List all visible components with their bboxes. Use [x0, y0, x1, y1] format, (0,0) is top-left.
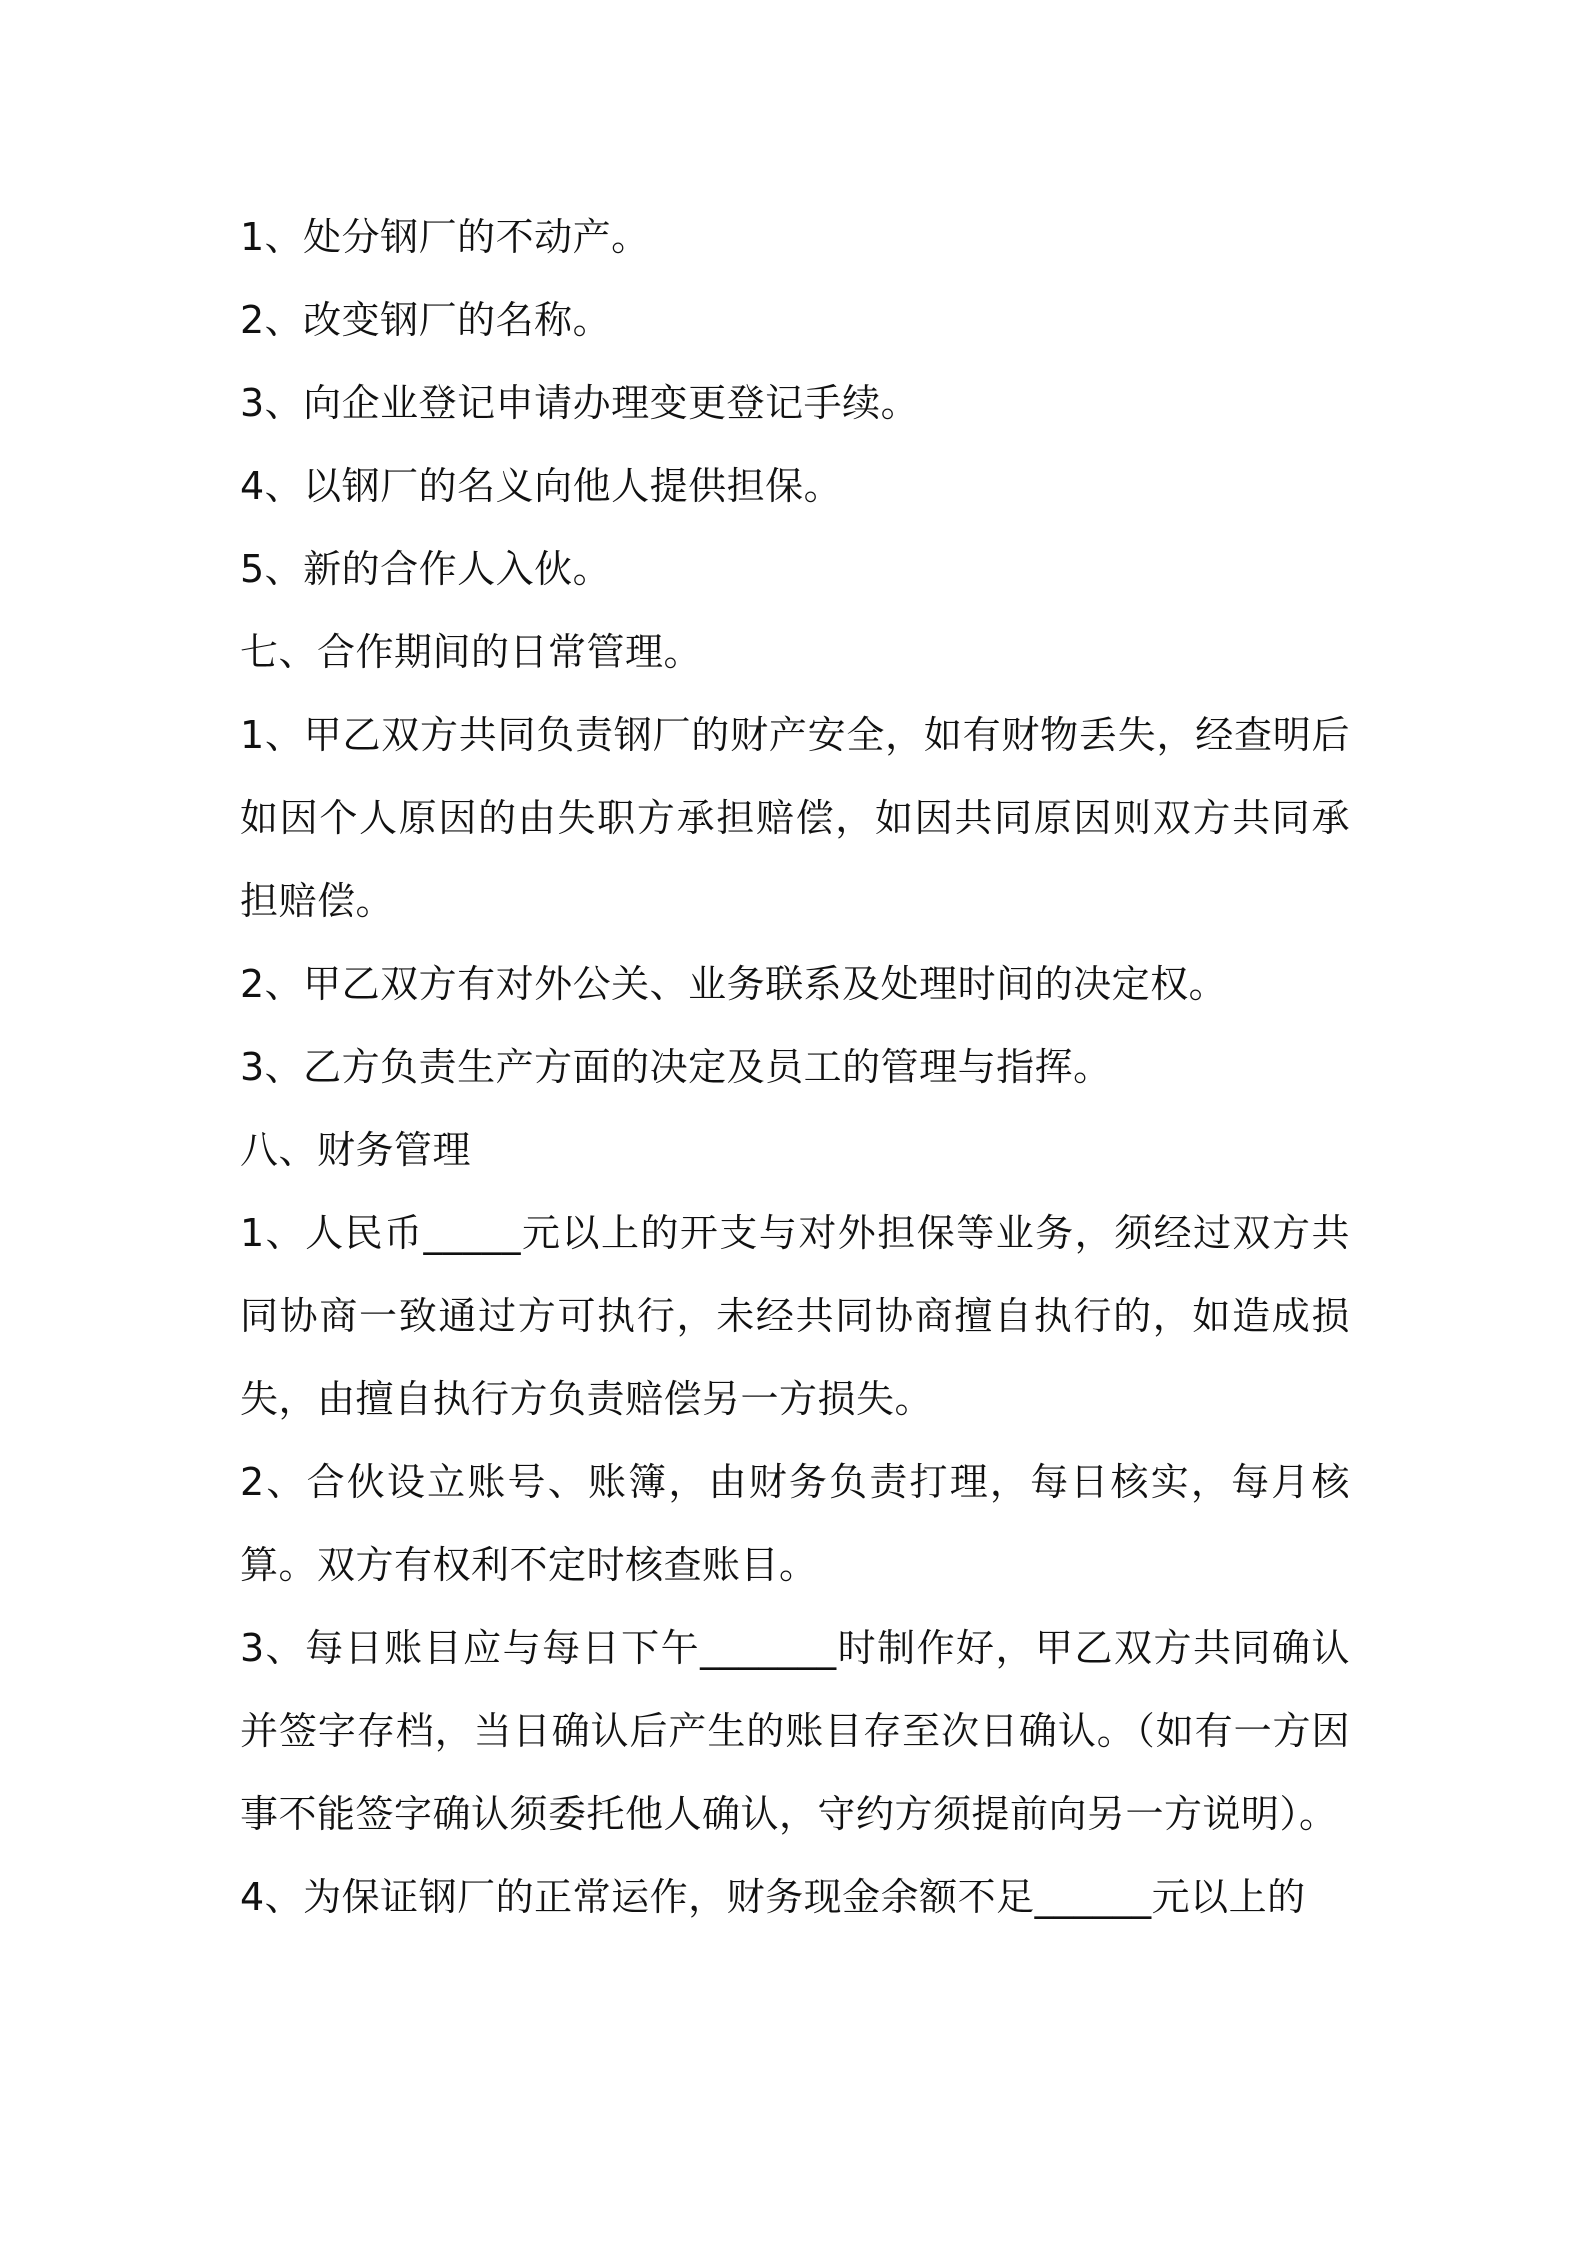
- clause-item: 3、向企业登记申请办理变更登记手续。: [240, 381, 920, 425]
- clause-item: 2、甲乙双方有对外公关、业务联系及处理时间的决定权。: [240, 962, 1228, 1006]
- clause-item: 2、改变钢厂的名称。: [240, 298, 612, 342]
- document-body: [240, 196, 1350, 1939]
- clause-item: 3、乙方负责生产方面的决定及员工的管理与指挥。: [240, 1045, 1112, 1089]
- clause-item: 1、人民币_____元以上的开支与对外担保等业务，须经过双方共同协商一致通过方可执行，未经共同协商擅自执行的，如造成损失，由擅自执行方负责赔偿另一方损失。: [240, 1211, 1350, 1421]
- section-heading: 八、财务管理: [240, 1128, 472, 1172]
- clause-item: 4、为保证钢厂的正常运作，财务现金余额不足______元以上的: [240, 1875, 1306, 1919]
- clause-item: 2、合伙设立账号、账簿，由财务负责打理，每日核实，每月核算。双方有权利不定时核查账目。: [240, 1460, 1350, 1587]
- clause-item: 4、以钢厂的名义向他人提供担保。: [240, 464, 843, 508]
- clause-item: 1、甲乙双方共同负责钢厂的财产安全，如有财物丢失，经查明后如因个人原因的由失职方承担赔偿，如因共同原因则双方共同承担赔偿。: [240, 713, 1350, 923]
- clause-item: 5、新的合作人入伙。: [240, 547, 612, 591]
- clause-item: 3、每日账目应与每日下午_______时制作好，甲乙双方共同确认并签字存档，当日确认后产生的账目存至次日确认。（如有一方因事不能签字确认须委托他人确认，守约方须提前向另一方说明）。: [240, 1626, 1350, 1836]
- clause-item: 1、处分钢厂的不动产。: [240, 215, 650, 259]
- section-heading: 七、合作期间的日常管理。: [240, 630, 703, 674]
